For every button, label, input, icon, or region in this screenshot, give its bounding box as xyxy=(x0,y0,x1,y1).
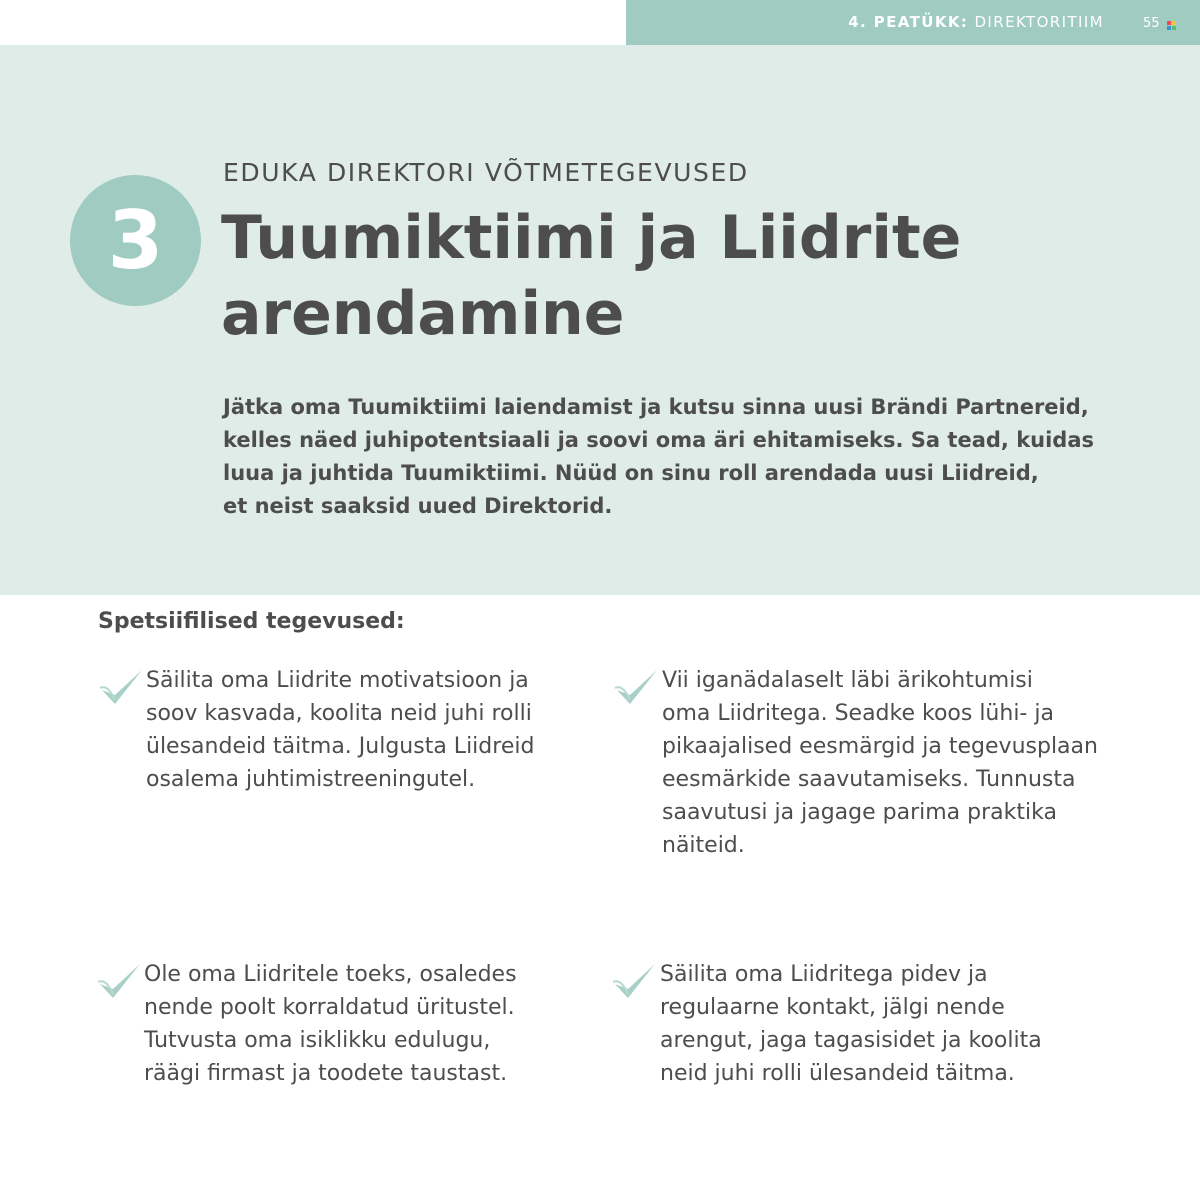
activities-heading: Spetsiifilised tegevused: xyxy=(98,609,405,634)
check-icon xyxy=(611,958,659,1004)
check-icon xyxy=(613,664,661,710)
activity-text: Säilita oma Liidrite motivatsioon ja soov kasvada, koolita neid juhi rolli ülesandeid täitma. Julgusta Liidreid osalema juhtimistreeningutel. xyxy=(146,668,535,792)
title-line: arendamine xyxy=(221,279,625,349)
title-line: Tuumiktiimi ja Liidrite xyxy=(221,203,962,273)
page-title xyxy=(221,200,1121,352)
activity-text: Ole oma Liidritele toeks, osaledes nende poolt korraldatud üritustel. Tutvusta oma isiklikku edulugu, räägi firmast ja toodete taustast. xyxy=(144,962,517,1086)
chapter-header-bar xyxy=(626,0,1200,45)
intro-line: luua ja juhtida Tuumiktiimi. Nüüd on sinu roll arendada uusi Liidreid, xyxy=(223,461,1039,485)
intro-line: kelles näed juhipotentsiaali ja soovi oma äri ehitamiseks. Sa tead, kuidas xyxy=(223,428,1095,452)
page-number: 55 xyxy=(1143,16,1160,31)
chapter-number: 4. PEATÜKK: xyxy=(848,13,969,31)
step-number-badge xyxy=(70,175,201,306)
color-dots-icon xyxy=(1167,21,1177,31)
check-icon xyxy=(96,958,144,1004)
step-number: 3 xyxy=(107,193,164,287)
section-eyebrow: EDUKA DIREKTORI VÕTMETEGEVUSED xyxy=(223,158,749,187)
activity-text: Vii iganädalaselt läbi ärikohtumisi oma Liidritega. Seadke koos lühi- ja pikaajalised eesmärgid ja tegevusplaan eesmärkide saavutamiseks. Tunnusta saavutusi ja jagage parima praktika näiteid. xyxy=(662,668,1098,858)
chapter-label xyxy=(848,13,1104,31)
check-icon xyxy=(98,664,146,710)
activity-text: Säilita oma Liidritega pidev ja regulaarne kontakt, jälgi nende arengut, jaga tagasisidet ja koolita neid juhi rolli ülesandeid täitma. xyxy=(660,962,1042,1086)
intro-paragraph xyxy=(223,391,1123,523)
chapter-title: DIREKTORITIIM xyxy=(974,13,1104,31)
intro-line: et neist saaksid uued Direktorid. xyxy=(223,494,613,518)
intro-line: Jätka oma Tuumiktiimi laiendamist ja kutsu sinna uusi Brändi Partnereid, xyxy=(223,395,1089,419)
